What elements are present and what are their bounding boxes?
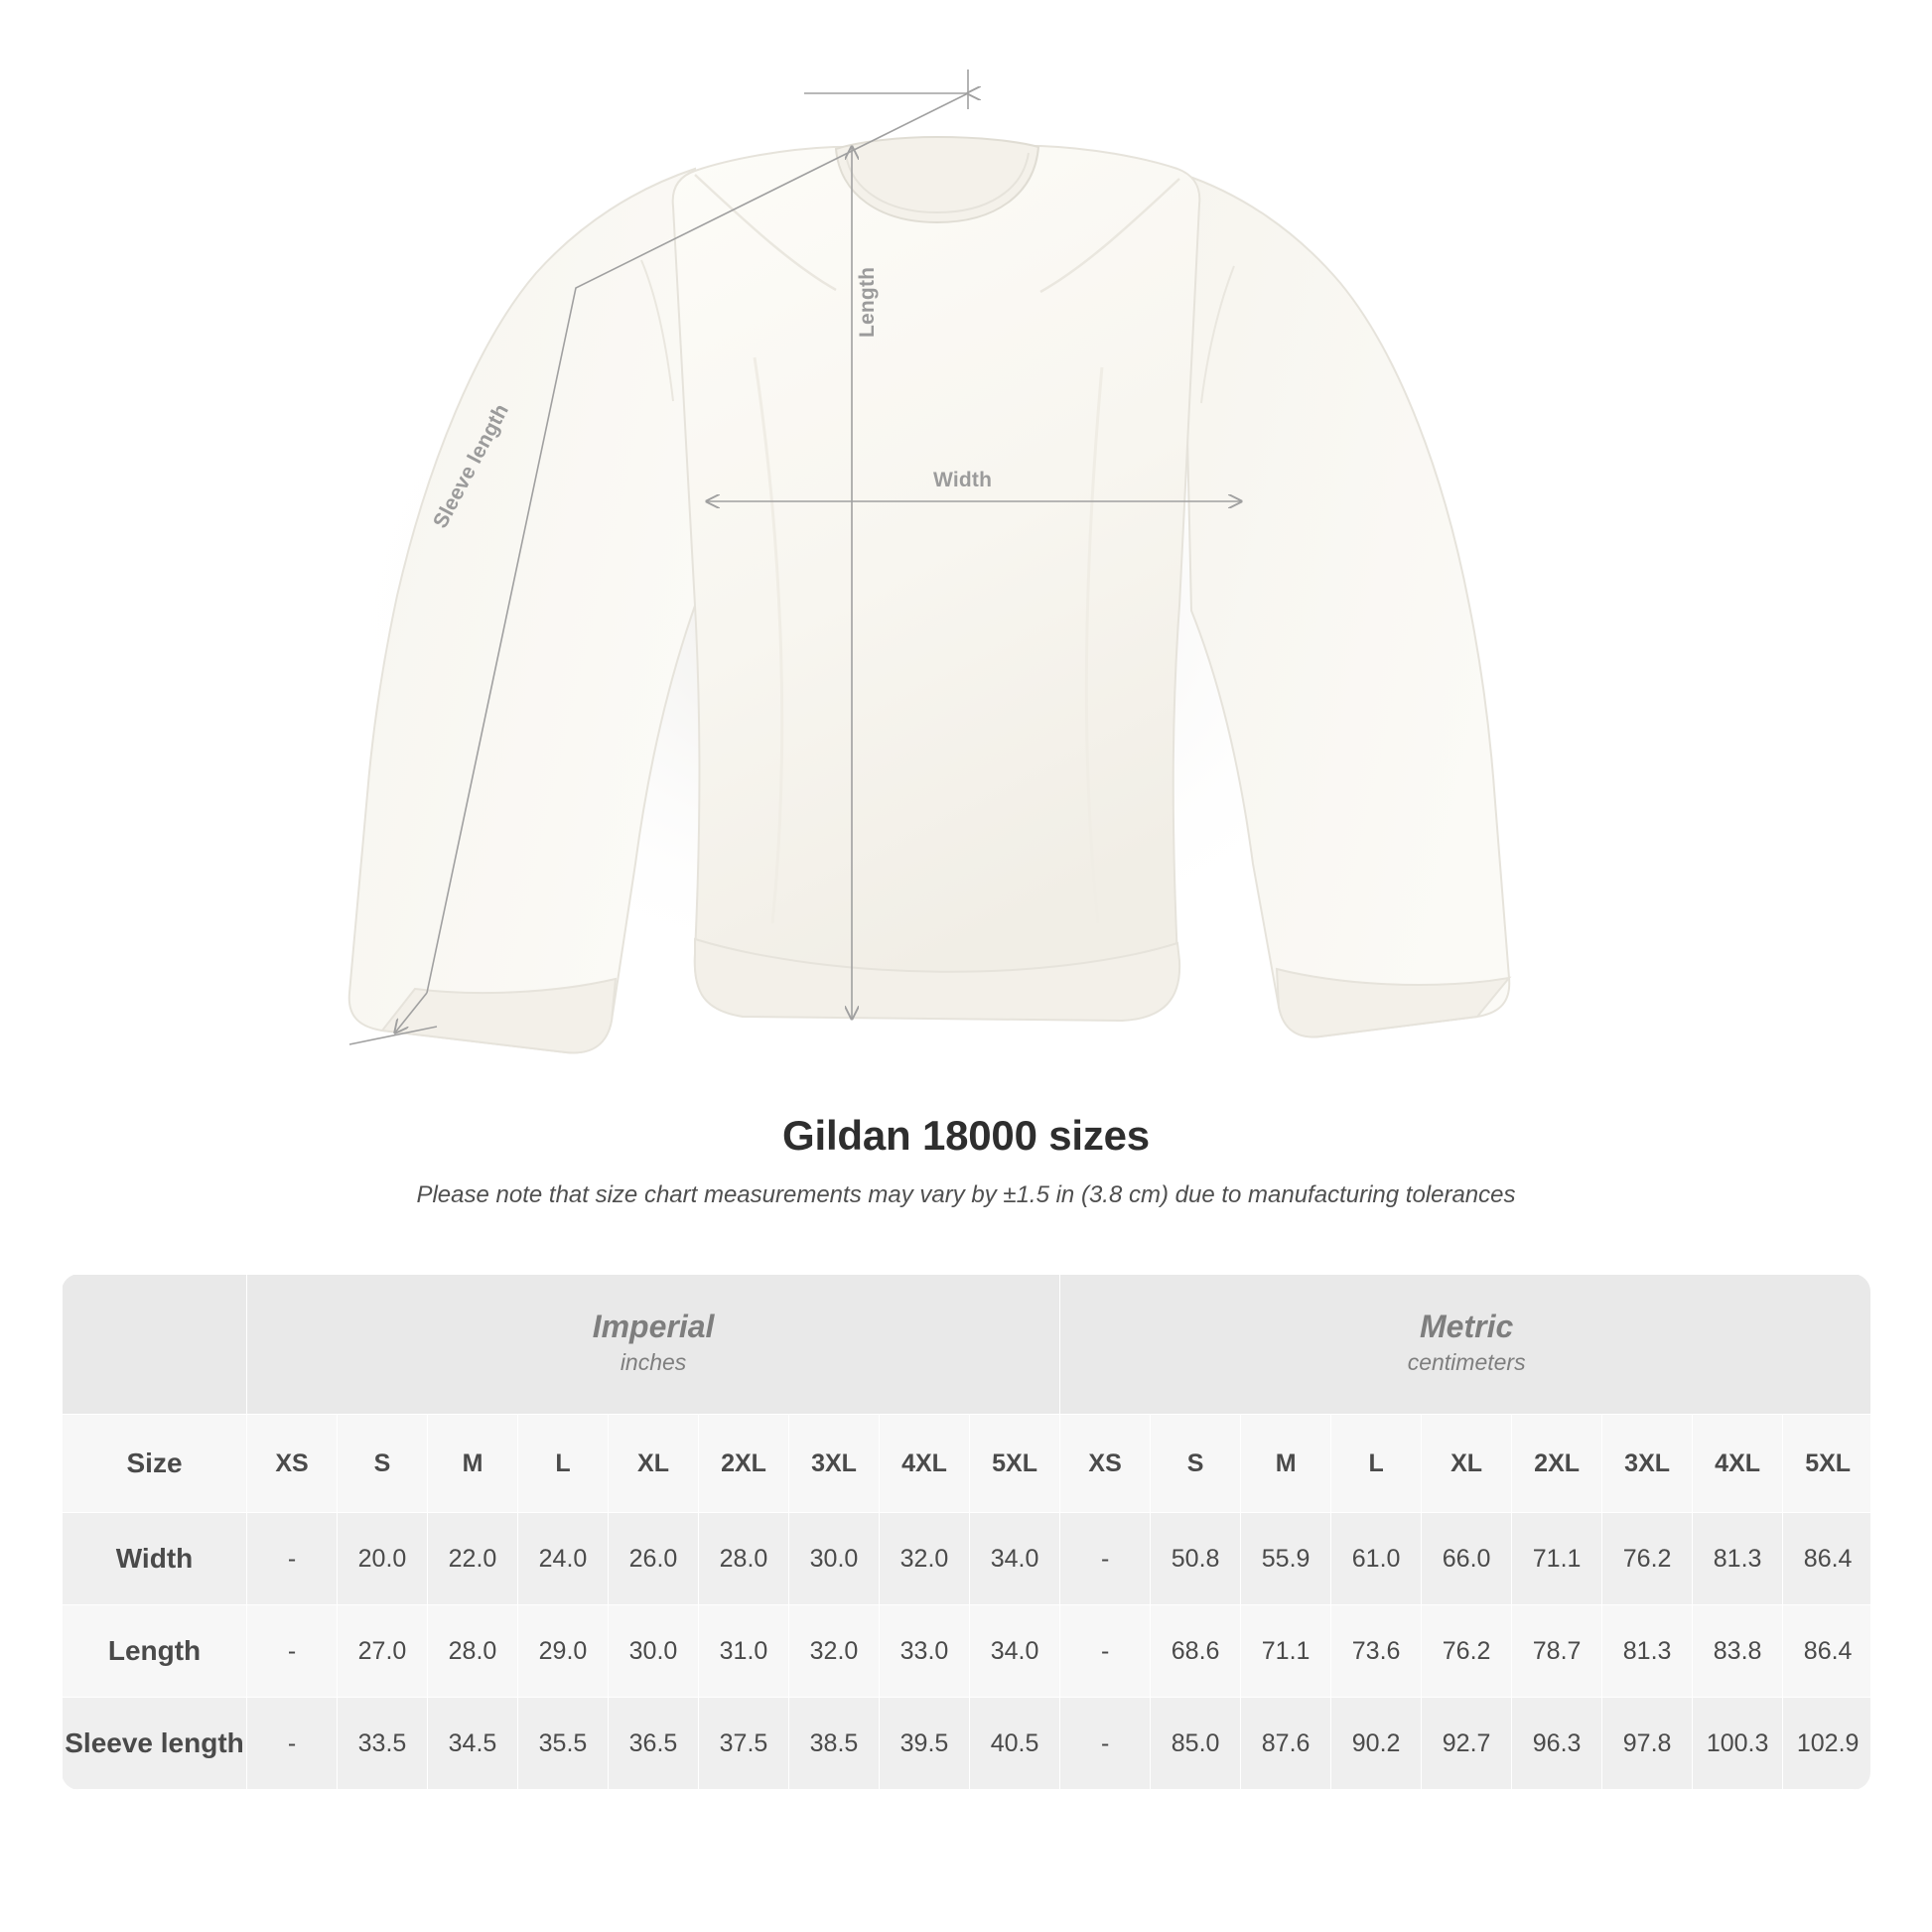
cell-length-2: 28.0 xyxy=(428,1605,518,1698)
cell-length-3: 29.0 xyxy=(518,1605,609,1698)
title-block xyxy=(0,1112,1932,1209)
cell-length-10: 68.6 xyxy=(1151,1605,1241,1698)
cell-width-2: 22.0 xyxy=(428,1513,518,1605)
header-size-l-metric: L xyxy=(1331,1415,1422,1513)
header-size-m-metric: M xyxy=(1241,1415,1331,1513)
table-row xyxy=(63,1698,1871,1790)
header-size-s-imperial: S xyxy=(338,1415,428,1513)
unit-group-imperial-sub: inches xyxy=(620,1349,687,1376)
cell-length-0: - xyxy=(247,1605,338,1698)
cell-width-11: 55.9 xyxy=(1241,1513,1331,1605)
row-label-sleeve-length: Sleeve length xyxy=(63,1698,247,1790)
cell-length-7: 33.0 xyxy=(880,1605,970,1698)
cell-width-4: 26.0 xyxy=(609,1513,699,1605)
unit-group-metric-name: Metric xyxy=(1420,1309,1514,1345)
cell-length-12: 73.6 xyxy=(1331,1605,1422,1698)
cell-width-6: 30.0 xyxy=(789,1513,880,1605)
cell-sleeve-10: 85.0 xyxy=(1151,1698,1241,1790)
cell-width-13: 66.0 xyxy=(1422,1513,1512,1605)
cell-length-4: 30.0 xyxy=(609,1605,699,1698)
cell-sleeve-16: 100.3 xyxy=(1693,1698,1783,1790)
header-size-5xl-metric: 5XL xyxy=(1783,1415,1870,1513)
cell-width-15: 76.2 xyxy=(1602,1513,1693,1605)
cell-sleeve-11: 87.6 xyxy=(1241,1698,1331,1790)
header-size: Size xyxy=(63,1415,247,1513)
cell-length-15: 81.3 xyxy=(1602,1605,1693,1698)
cell-sleeve-5: 37.5 xyxy=(699,1698,789,1790)
width-dimension-label: Width xyxy=(933,469,993,491)
header-size-s-metric: S xyxy=(1151,1415,1241,1513)
cell-sleeve-7: 39.5 xyxy=(880,1698,970,1790)
length-dimension-label: Length xyxy=(856,266,879,338)
unit-header-row xyxy=(63,1275,1871,1415)
row-label-width: Width xyxy=(63,1513,247,1605)
cell-sleeve-9: - xyxy=(1060,1698,1151,1790)
cell-sleeve-2: 34.5 xyxy=(428,1698,518,1790)
header-size-xs-metric: XS xyxy=(1060,1415,1151,1513)
cell-sleeve-3: 35.5 xyxy=(518,1698,609,1790)
cell-width-10: 50.8 xyxy=(1151,1513,1241,1605)
header-size-2xl-imperial: 2XL xyxy=(699,1415,789,1513)
cell-sleeve-0: - xyxy=(247,1698,338,1790)
header-size-xs-imperial: XS xyxy=(247,1415,338,1513)
header-size-4xl-metric: 4XL xyxy=(1693,1415,1783,1513)
cell-width-3: 24.0 xyxy=(518,1513,609,1605)
cell-sleeve-14: 96.3 xyxy=(1512,1698,1602,1790)
cell-width-16: 81.3 xyxy=(1693,1513,1783,1605)
cell-width-7: 32.0 xyxy=(880,1513,970,1605)
cell-width-1: 20.0 xyxy=(338,1513,428,1605)
page-title: Gildan 18000 sizes xyxy=(782,1112,1150,1159)
cell-length-11: 71.1 xyxy=(1241,1605,1331,1698)
cell-width-9: - xyxy=(1060,1513,1151,1605)
tolerance-note: Please note that size chart measurements may vary by ±1.5 in (3.8 cm) due to manufacturing tolerances xyxy=(416,1181,1516,1208)
header-size-3xl-imperial: 3XL xyxy=(789,1415,880,1513)
header-size-2xl-metric: 2XL xyxy=(1512,1415,1602,1513)
cell-length-8: 34.0 xyxy=(970,1605,1060,1698)
cell-length-13: 76.2 xyxy=(1422,1605,1512,1698)
cell-length-1: 27.0 xyxy=(338,1605,428,1698)
header-size-xl-imperial: XL xyxy=(609,1415,699,1513)
header-size-4xl-imperial: 4XL xyxy=(880,1415,970,1513)
table-row xyxy=(63,1513,1871,1605)
cell-sleeve-6: 38.5 xyxy=(789,1698,880,1790)
cell-sleeve-13: 92.7 xyxy=(1422,1698,1512,1790)
header-size-3xl-metric: 3XL xyxy=(1602,1415,1693,1513)
cell-sleeve-8: 40.5 xyxy=(970,1698,1060,1790)
cell-sleeve-4: 36.5 xyxy=(609,1698,699,1790)
header-size-xl-metric: XL xyxy=(1422,1415,1512,1513)
unit-header-spacer xyxy=(63,1275,247,1415)
cell-sleeve-15: 97.8 xyxy=(1602,1698,1693,1790)
unit-group-imperial-name: Imperial xyxy=(592,1309,715,1345)
cell-width-12: 61.0 xyxy=(1331,1513,1422,1605)
cell-length-14: 78.7 xyxy=(1512,1605,1602,1698)
cell-width-8: 34.0 xyxy=(970,1513,1060,1605)
cell-width-14: 71.1 xyxy=(1512,1513,1602,1605)
cell-length-17: 86.4 xyxy=(1783,1605,1870,1698)
cell-sleeve-12: 90.2 xyxy=(1331,1698,1422,1790)
header-size-5xl-imperial: 5XL xyxy=(970,1415,1060,1513)
unit-group-metric-sub: centimeters xyxy=(1407,1349,1526,1376)
cell-width-17: 86.4 xyxy=(1783,1513,1870,1605)
table-row xyxy=(63,1605,1871,1698)
table-header-row xyxy=(63,1415,1871,1513)
cell-width-5: 28.0 xyxy=(699,1513,789,1605)
sleeve-length-dimension-label: Sleeve length xyxy=(429,400,514,532)
size-table xyxy=(62,1274,1870,1790)
header-size-m-imperial: M xyxy=(428,1415,518,1513)
row-label-length: Length xyxy=(63,1605,247,1698)
cell-length-6: 32.0 xyxy=(789,1605,880,1698)
unit-group-imperial xyxy=(247,1275,1060,1415)
cell-length-9: - xyxy=(1060,1605,1151,1698)
cell-length-16: 83.8 xyxy=(1693,1605,1783,1698)
unit-group-metric xyxy=(1060,1275,1870,1415)
header-size-l-imperial: L xyxy=(518,1415,609,1513)
cell-sleeve-17: 102.9 xyxy=(1783,1698,1870,1790)
cell-sleeve-1: 33.5 xyxy=(338,1698,428,1790)
size-table-container xyxy=(62,1274,1870,1790)
cell-width-0: - xyxy=(247,1513,338,1605)
cell-length-5: 31.0 xyxy=(699,1605,789,1698)
